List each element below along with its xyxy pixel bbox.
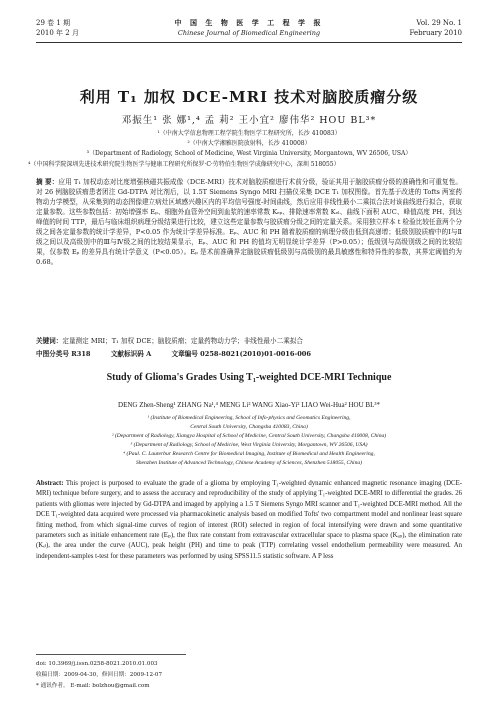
header-volume-en: Vol. 29 No. 1 (416, 19, 462, 27)
authors-cn: 邓振生¹ 张 娜¹,⁴ 孟 莉² 王小宜² 廖伟华² HOU BL³* (121, 115, 377, 126)
article-number: 文章编号 0258-8021(2010)01-0016-006 (171, 350, 311, 358)
affiliation-cn-4: ⁴（中国科学院深圳先进技术研究院生物医学与健康工程研究所保罗·C·劳特伯生物医学成像研究中心，深圳 518055） (28, 161, 340, 168)
header-rule (36, 42, 462, 43)
authors-en: DENG Zhen-Sheng¹ ZHANG Na¹,⁴ MENG Li² WANG Xiao-Yi² LIAO Wei-Hua² HOU BL³* (118, 401, 380, 409)
footnote-corresponding: * 通讯作者。 E-mail: bolzhou@gmail.com (36, 683, 150, 689)
abstract-cn-text: 应用 T₁ 加权动态对比度增强核磁共振成像（DCE-MRI）技术对脑胶质瘤进行术前分级，验证其用于脑胶质瘤分级的准确性和可重复性。对 26 例脑胶质瘤患者团注 Gd-DTPA 对比剂后，以 1.5T Siemens Syngo MRI 扫描仪采集 DCE T₁ 加权图像。首先基于改进的 Tofts 两室药物动力学模型，从采集到的动态图像建立病灶区域感兴趣区内的平均信号强度-时间曲线，然后应用非线性最小二乘拟合法对该曲线进行拟合，获取定量参数。这些参数包括：初始增强率 Eₚ、细胞外血管外空间到血浆的速率常数 Kₑₚ、排除速率常数 Kₑₗ、曲线下面积 AUC、峰值高度 PH、到达峰值的时间 TTP，最后与临床组织病理分级结果进行比较，建立这些定量参数与胶质瘤分级之间的定量关系。采用独立样本 t 检验比较任意两个分级之间各定量参数的统计学差异，P<0.05 作为统计学差异标准。Eₚ、AUC 和 PH 随着胶质瘤的病理分级由低到高递增；低级别胶质瘤中的Ⅰ与Ⅱ级之间以及高级别中的Ⅲ与Ⅳ级之间的比较结果显示，Eₚ、AUC 和 PH 的值均无明显统计学差异（P>0.05）；低级别与高级别级之间的比较结果，仅参数 Eₚ 的差异具有统计学意义（P<0.05）。Eₚ 是术前准确界定脑胶质瘤低级别与高级别的最具敏感性和特异性的参数，其界定阈值约为 0.68。 (36, 178, 462, 266)
classification-cn (36, 349, 462, 359)
abstract-en (36, 479, 462, 562)
footnote-rule (36, 654, 186, 655)
affiliation-en-1a: ¹ (Institute of Biomedical Engineering, School of Info-physics and Geomatics Engineering, (147, 415, 351, 421)
affiliation-en-1b: Central South University, Changsha 410083, China) (190, 424, 308, 430)
header-date-cn: 2010 年 2 月 (36, 29, 79, 37)
keywords-cn-label: 关键词： (36, 337, 63, 345)
header-volume-cn: 29 卷 1 期 (36, 19, 71, 27)
affiliation-cn-1: ¹（中南大学信息物理工程学院生物医学工程研究所，长沙 410083） (157, 130, 341, 137)
journal-name-en: Chinese Journal of Biomedical Engineering (177, 29, 321, 37)
paper-title-en: Study of Glioma's Grades Using T₁-weighted DCE-MRI Technique (106, 372, 392, 383)
footnote-doi: doi: 10.3969/j.issn.0258-8021.2010.01.003 (36, 661, 158, 667)
abstract-en-label: Abstract: (36, 480, 64, 487)
journal-name-cn: 中 国 生 物 医 学 工 程 学 报 (174, 18, 324, 27)
footnote-received: 收稿日期：2009-04-30，修回日期：2009-12-07 (36, 672, 163, 678)
keywords-cn-text: 定量测定 MRI；T₁ 加权 DCE；脑胶质瘤；定量药物动力学；非线性最小二乘拟合 (62, 337, 303, 345)
keywords-cn (36, 336, 462, 346)
affiliation-cn-3: ³（Department of Radiology, School of Medicine, West Virginia University, Morgantown, WV 26506, USA） (86, 150, 412, 157)
clc-number: 中图分类号 R318 (36, 350, 91, 358)
header-date-en: February 2010 (409, 29, 462, 37)
affiliation-en-4b: Shenzhen Institute of Advanced Technology, Chinese Academy of Sciences, Shenzhen 518055, China) (135, 460, 363, 466)
affiliation-cn-2: ²（中南大学湘雅医院放射科，长沙 410008） (187, 140, 311, 147)
affiliation-en-3: ³ (Department of Radiology, School of Medicine, West Virginia University, Morgantown, WV 26506, USA) (130, 442, 368, 448)
header-issue (410, 18, 462, 38)
abstract-en-text: This project is purposed to evaluate the grade of a glioma by employing T₁-weighted dynamic enhanced magnetic resonance imaging (DCE-MRI) technique before surgery, and to assess the accuracy and reproducibility of the study of applying T₁-weighted DCE-MRI to differential the grades. 26 patients with gliomas were injected by Gd-DTPA and imaged by applying a 1.5 T Siemens Syngo MRI scanner and T₁-weighted DCE-MRI method. All the DCE T₁-weighted data acquired were processed via pharmacokinetic analysis based on modified Tofts' two compartment model and nonlinear least square fitting method, from which signal-time curves of region of interest (ROI) selected in region of focal intensifying were drawn and some quantitative parameters such as initiale enhancement rate (Eₚ), the flux rate constant from extravascular extracellular space to plasma space (Kₑₚ), the elimination rate (Kₑₗ), the area under the curve (AUC), peak height (PH) and time to peak (TTP) correlating vessel endothelium permeability were measured. An independent-samples t-test for these parameters was performed by using SPSS11.5 statistic software. A P less (36, 480, 463, 560)
affiliation-en-4a: ⁴ (Paul. C. Lauterbur Research Centre for Biomedical Imaging, Institute of Biomedical and Health Engineering, (123, 451, 375, 457)
document-code: 文献标识码 A (110, 350, 152, 358)
abstract-cn-label: 摘 要： (36, 178, 59, 186)
paper-title-cn: 利用 T₁ 加权 DCE-MRI 技术对脑胶质瘤分级 (79, 88, 419, 106)
abstract-cn (36, 177, 462, 267)
affiliation-en-2: ² (Department of Radiology, Xiangya Hospital of School of Medicine, Central South University, Changsha 410008, China) (111, 433, 387, 439)
